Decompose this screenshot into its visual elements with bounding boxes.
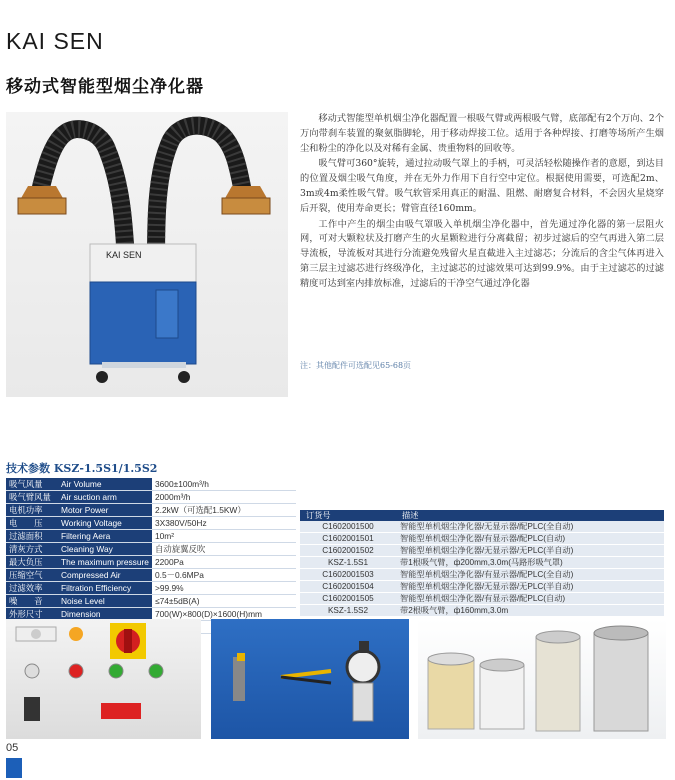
spec-row <box>6 504 296 517</box>
order-code: KSZ-1.5S1 <box>300 557 396 569</box>
product-description <box>300 112 664 293</box>
order-code: C1602001505 <box>300 593 396 605</box>
spec-row <box>6 491 296 504</box>
spec-label <box>6 530 152 543</box>
spec-row <box>6 569 296 582</box>
spec-label-en: Cleaning Way <box>61 544 113 554</box>
spec-row <box>6 595 296 608</box>
spec-value: 700(W)×800(D)×1600(H)mm <box>152 608 296 621</box>
product-photo <box>6 112 288 397</box>
filter-cartridges-photo <box>418 619 666 739</box>
spec-value: 3600±100m³/h <box>152 478 296 491</box>
spec-label-cn: 最大负压 <box>9 557 43 567</box>
spec-label <box>6 478 152 491</box>
spec-value: 2000m³/h <box>152 491 296 504</box>
spec-label-en: Filtering Aera <box>61 531 111 541</box>
spec-value: 自动旋翼反吹 <box>152 543 296 556</box>
description-paragraph: 吸气臂可360°旋转，通过拉动吸气罩上的手柄，可灵活轻松随操作者的意愿，到达目的位置及烟尘吸气角度，并在无外力作用下自行空中定位。根据使用需要，可选配2m、3m或4m柔性吸气臂。吸气软管采用真正的耐温、阻燃、耐磨复合材料，不会因火星烧穿后开裂，使用寿命更长；臂管直径160mm。 <box>300 158 664 214</box>
spec-label <box>6 582 152 595</box>
spec-value: 2.2kW（可选配1.5KW） <box>152 504 296 517</box>
spec-value: 0.5－0.6MPa <box>152 569 296 582</box>
spec-row <box>6 582 296 595</box>
spec-row <box>6 556 296 569</box>
order-desc: 智能型单机烟尘净化器/无显示器/配PLC(全自动) <box>396 521 664 533</box>
spec-label-cn: 吸气臂风量 <box>9 492 51 502</box>
order-code: C1602001504 <box>300 581 396 593</box>
spec-row <box>6 478 296 491</box>
order-row <box>300 557 664 569</box>
spec-label <box>6 543 152 556</box>
order-desc: 智能型单机烟尘净化器/无显示器/无PLC(半自动) <box>396 581 664 593</box>
order-header-row <box>300 510 664 521</box>
spec-value: 2200Pa <box>152 556 296 569</box>
spec-row <box>6 543 296 556</box>
spec-row <box>6 530 296 543</box>
order-row <box>300 521 664 533</box>
order-row <box>300 581 664 593</box>
spec-label-en: Filtration Efficiency <box>61 583 132 593</box>
spec-table <box>6 478 296 634</box>
description-paragraph: 工作中产生的烟尘由吸气罩吸入单机烟尘净化器中，首先通过净化器的第一层阻火网，可对大颗粒状及打磨产生的火星颗粒进行分离截留；初步过滤后的空气再进入第二层导流板，导流板对其进行分流避免残留火星直截进入主过滤芯；分流后的含尘气体再进入第三层主过滤芯进行终级净化，主过滤芯的过滤效果可达到99.9%。由于主过滤芯的过滤精度可达到室内排放标准，过滤后的干净空气通过净化器 <box>300 218 664 289</box>
control-panel-photo <box>6 619 201 739</box>
order-desc: 智能型单机烟尘净化器/有显示器/配PLC(全自动) <box>396 569 664 581</box>
spec-label-cn: 清灰方式 <box>9 544 43 554</box>
page-title: 移动式智能型烟尘净化器 <box>6 77 204 97</box>
spec-label-cn: 电机功率 <box>9 505 43 515</box>
order-code: C1602001502 <box>300 545 396 557</box>
order-code: C1602001503 <box>300 569 396 581</box>
spec-label-cn: 噪 音 <box>9 596 43 606</box>
page-number: 05 <box>6 742 19 754</box>
order-row <box>300 569 664 581</box>
spec-label-en: Noise Level <box>61 596 105 606</box>
fume-extractor-illustration <box>6 112 288 397</box>
air-regulator-photo <box>211 619 409 739</box>
order-code: C1602001501 <box>300 533 396 545</box>
spec-label <box>6 556 152 569</box>
spec-label-en: Motor Power <box>61 505 109 515</box>
order-row <box>300 533 664 545</box>
spec-label-cn: 过滤效率 <box>9 583 43 593</box>
spec-label-en: Air Volume <box>61 479 102 489</box>
spec-label-cn: 压缩空气 <box>9 570 43 580</box>
spec-heading <box>6 460 157 476</box>
spec-label-cn: 吸气风量 <box>9 479 43 489</box>
spec-heading-label: 技术参数 <box>6 462 50 475</box>
spec-heading-model: KSZ-1.5S1/1.5S2 <box>53 462 158 475</box>
spec-label <box>6 595 152 608</box>
order-code: C1602001500 <box>300 521 396 533</box>
order-header-code: 订货号 <box>300 510 396 521</box>
spec-value: 10m² <box>152 530 296 543</box>
spec-value: >99.9% <box>152 582 296 595</box>
order-desc: 带2根吸气臂，ф160mm,3.0m <box>396 605 664 617</box>
order-header-desc: 描述 <box>396 510 664 521</box>
spec-label <box>6 517 152 530</box>
spec-value: ≤74±5dB(A) <box>152 595 296 608</box>
spec-value: 3X380V/50Hz <box>152 517 296 530</box>
description-paragraph: 移动式智能型单机烟尘净化器配置一根吸气臂或两根吸气臂，底部配有2个万向、2个万向带刹车装置的聚氨脂脚轮，用于移动焊接工位。适用于各种焊接、打磨等场所产生烟尘和粉尘的净化以及对稀有金属、贵重物料的回收等。 <box>300 113 664 154</box>
spec-label <box>6 491 152 504</box>
order-desc: 智能型单机烟尘净化器/有显示器/配PLC(自动) <box>396 593 664 605</box>
spec-label-en: Dimension <box>61 609 101 619</box>
page-accent-bar <box>6 758 22 778</box>
spec-row <box>6 517 296 530</box>
spec-label <box>6 504 152 517</box>
order-row <box>300 593 664 605</box>
spec-label-en: Working Voltage <box>61 518 122 528</box>
order-code: KSZ-1.5S2 <box>300 605 396 617</box>
brand-logo: KAI SEN <box>6 28 104 54</box>
order-desc: 智能型单机烟尘净化器/无显示器/无PLC(半自动) <box>396 545 664 557</box>
spec-label-cn: 电 压 <box>9 518 43 528</box>
machine-label: KAI SEN <box>106 250 142 260</box>
order-desc: 带1根吸气臂，ф200mm,3.0m(马路形吸气罩) <box>396 557 664 569</box>
spec-label-cn: 过滤面积 <box>9 531 43 541</box>
order-table <box>300 510 664 617</box>
accessory-note: 注：其他配件可选配见65-68页 <box>300 361 412 370</box>
order-row <box>300 545 664 557</box>
spec-label-cn: 外形尺寸 <box>9 609 43 619</box>
order-row <box>300 605 664 617</box>
spec-label <box>6 569 152 582</box>
spec-label-en: Air suction arm <box>61 492 117 502</box>
spec-label-en: The maximum pressure <box>61 557 149 567</box>
spec-label-en: Compressed Air <box>61 570 121 580</box>
order-desc: 智能型单机烟尘净化器/有显示器/配PLC(自动) <box>396 533 664 545</box>
